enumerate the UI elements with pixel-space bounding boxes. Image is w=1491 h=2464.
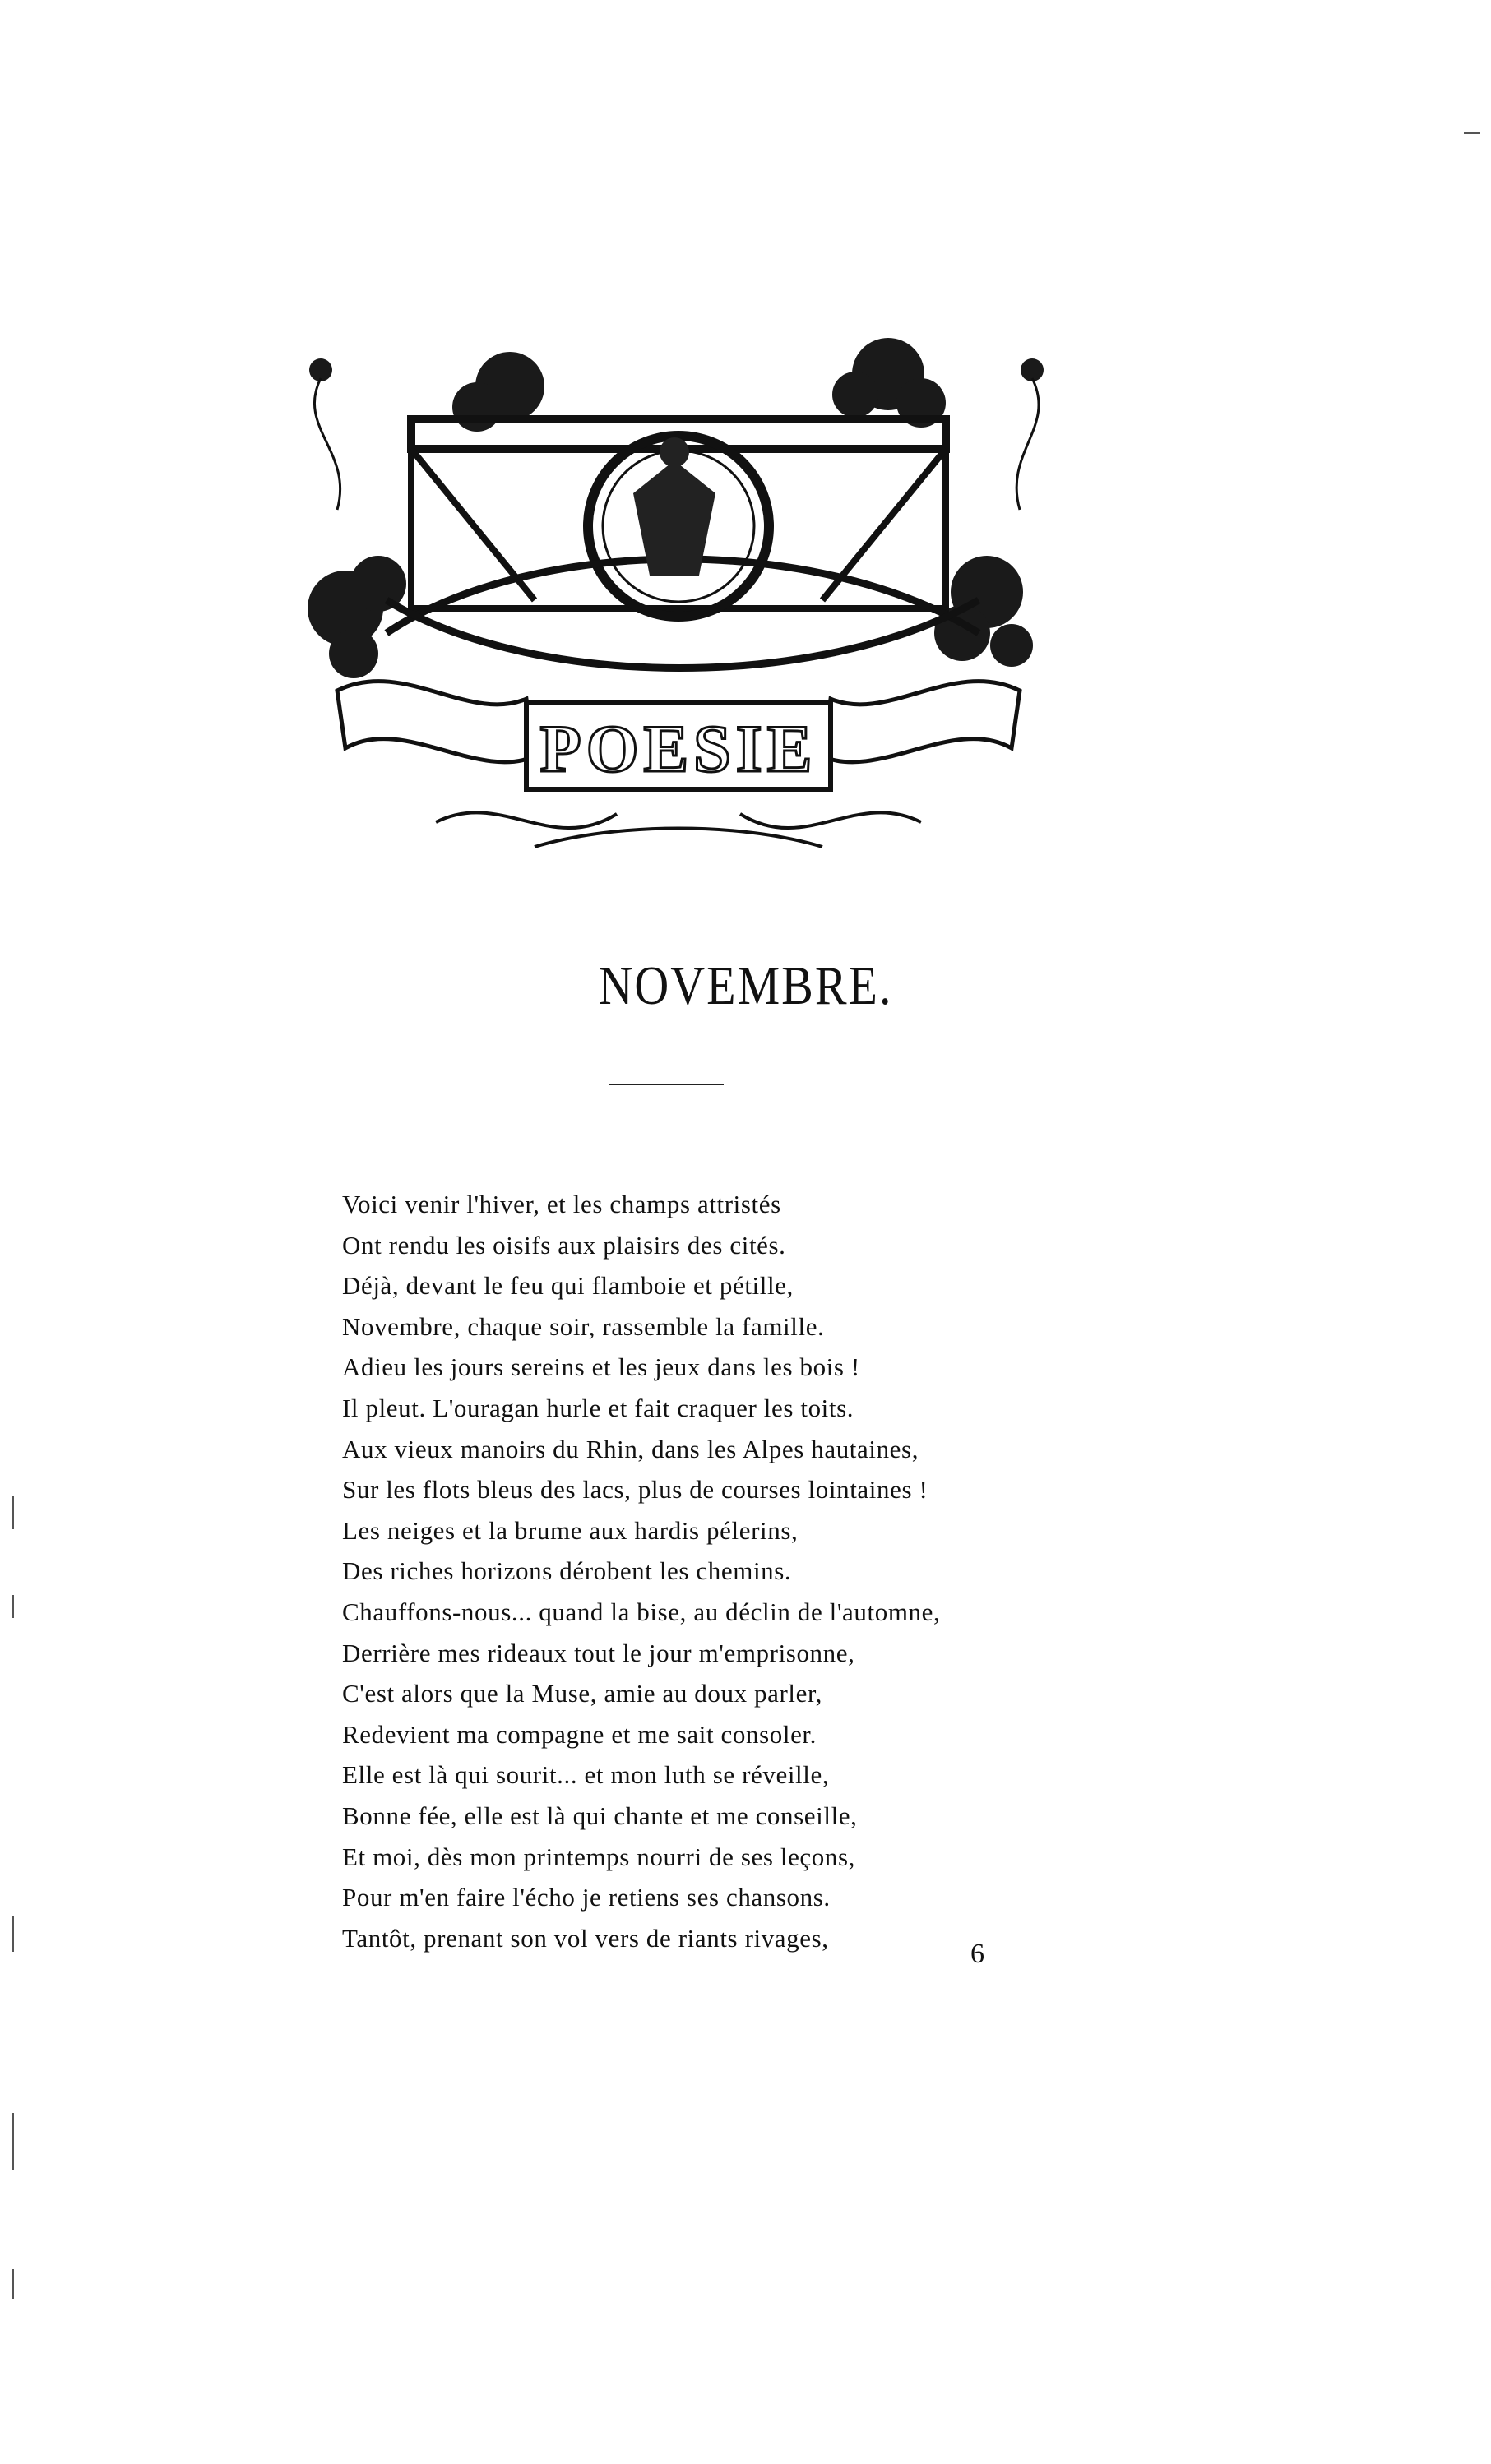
poem-line: Elle est là qui sourit... et mon luth se réveille, xyxy=(342,1760,830,1790)
scan-artifact xyxy=(12,1496,14,1529)
banner-text: POESIE xyxy=(539,711,817,786)
poem-line: Redevient ma compagne et me sait consoler. xyxy=(342,1719,817,1749)
poem-line: Les neiges et la brume aux hardis pélerins, xyxy=(342,1515,799,1545)
page-number: 6 xyxy=(970,1939,984,1969)
poem-line: Bonne fée, elle est là qui chante et me conseille, xyxy=(342,1801,858,1830)
poem-line: Aux vieux manoirs du Rhin, dans les Alpes hautaines, xyxy=(342,1434,919,1463)
scan-artifact xyxy=(12,1595,14,1618)
poem-line: Déjà, devant le feu qui flamboie et pétille, xyxy=(342,1271,794,1301)
poem-line: Sur les flots bleus des lacs, plus de courses lointaines ! xyxy=(342,1475,928,1505)
scan-artifact xyxy=(12,1916,14,1952)
page-title: NOVEMBRE. xyxy=(598,955,893,1016)
scan-artifact xyxy=(1464,132,1480,134)
poem-line: Pour m'en faire l'écho je retiens ses chansons. xyxy=(342,1883,831,1912)
poem-line: Il pleut. L'ouragan hurle et fait craquer les toits. xyxy=(342,1393,854,1422)
poem-line: Voici venir l'hiver, et les champs attristés xyxy=(342,1190,781,1218)
scan-artifact xyxy=(12,2269,14,2299)
poem-line: Chauffons-nous... quand la bise, au déclin de l'automne, xyxy=(342,1597,941,1626)
title-divider xyxy=(609,1084,724,1085)
poem-line: Derrière mes rideaux tout le jour m'emprisonne, xyxy=(342,1638,855,1667)
poem-line: C'est alors que la Muse, amie au doux parler, xyxy=(342,1679,823,1708)
poesie-banner xyxy=(526,703,831,789)
poem-line: Et moi, dès mon printemps nourri de ses leçons, xyxy=(342,1842,855,1871)
poem-line: Tantôt, prenant son vol vers de riants rivages, xyxy=(342,1923,829,1953)
poem-line: Des riches horizons dérobent les chemins. xyxy=(342,1556,792,1586)
poem-line: Ont rendu les oisifs aux plaisirs des cités. xyxy=(342,1230,786,1260)
acanthus-ornament xyxy=(436,812,921,847)
scan-artifact xyxy=(12,2113,14,2170)
poem-line: Adieu les jours sereins et les jeux dans les bois ! xyxy=(342,1352,860,1382)
poem-line: Novembre, chaque soir, rassemble la famille. xyxy=(342,1311,825,1341)
poem xyxy=(342,1184,1082,1958)
poesie-vignette-illustration xyxy=(288,329,1069,888)
